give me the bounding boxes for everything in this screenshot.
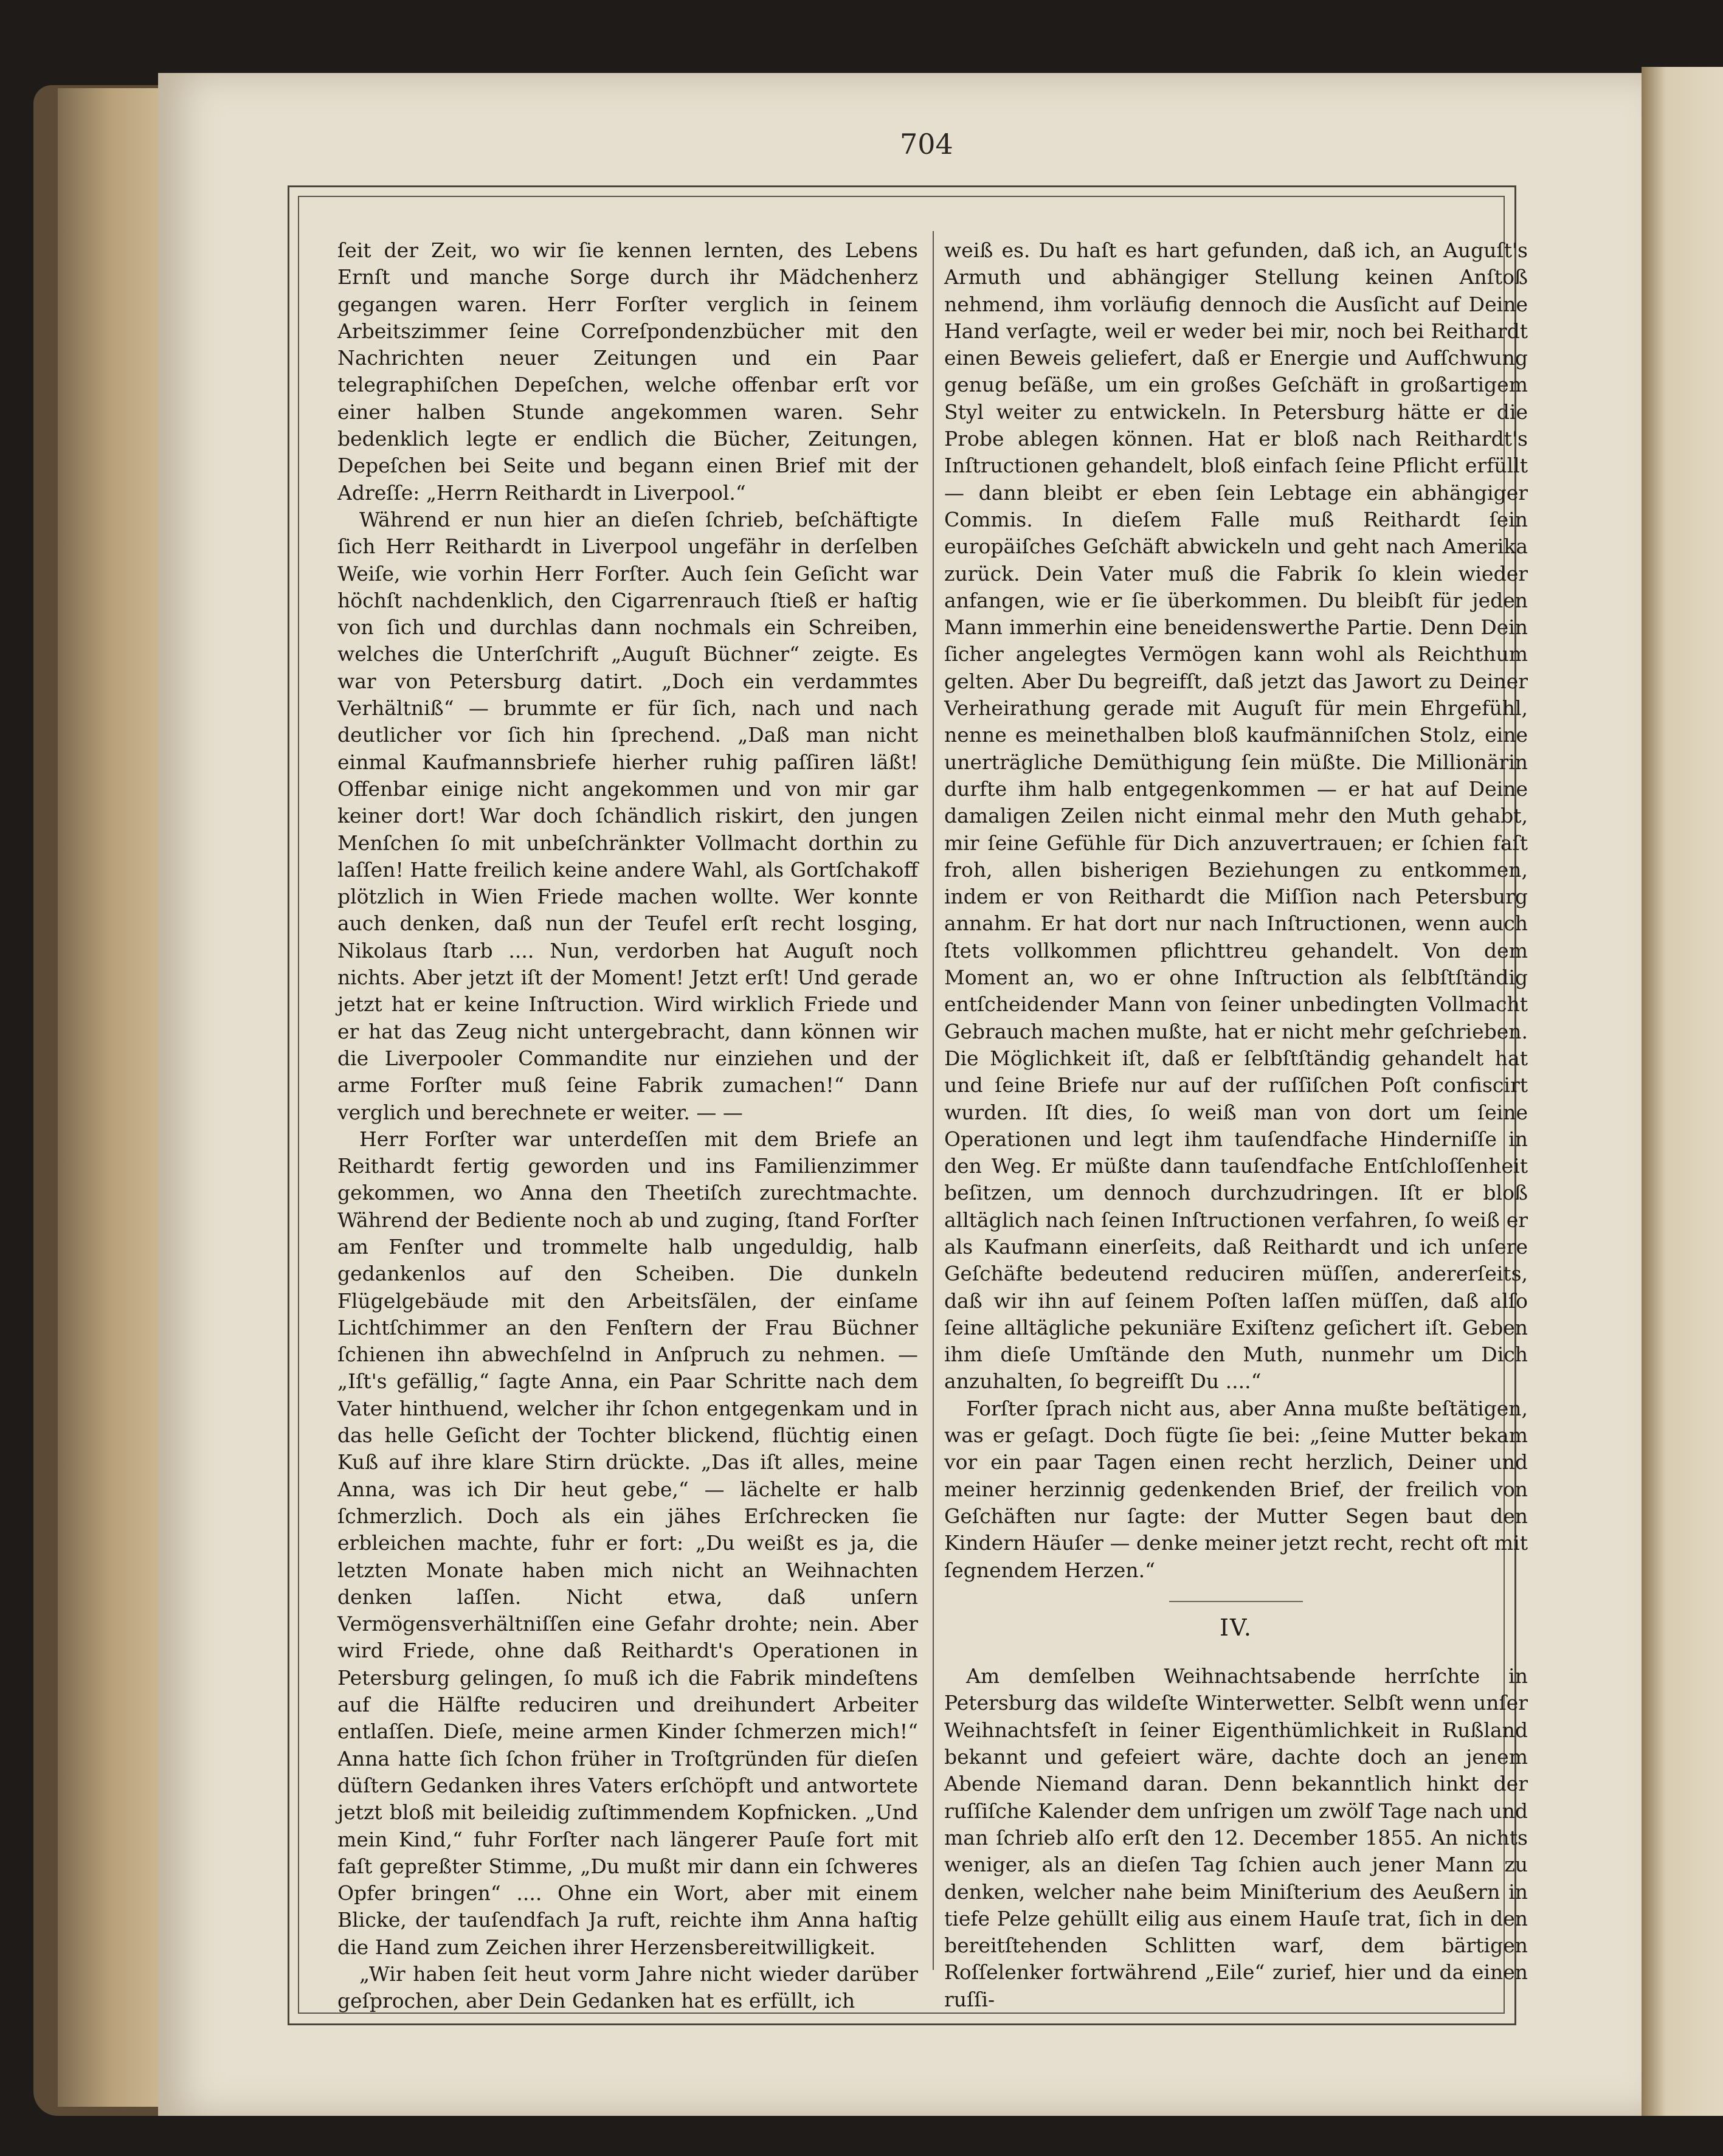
page-number: 704 (900, 128, 953, 161)
paragraph: Am demſelben Weihnachtsabende herrſchte in Petersburg das wildeſte Winterwetter. Selbſt wenn unſer Weihnachtsfeſt in ſeiner Eigenthümlichkeit in Rußland bekannt und gefeiert wäre, dachte doch an jenem Abende Niemand daran. Denn bekanntlich hinkt der ruſſiſche Kalender dem unſrigen um zwölf Tage nach und man ſchrieb alſo erſt den 12. December 1855. An nichts weniger, als an dieſen Tag ſchien auch jener Mann zu denken, welcher nahe beim Miniſterium des Aeußern in tiefe Pelze gehüllt eilig aus einem Hauſe trat, ſich in den bereitſtehenden Schlitten warf, dem bärtigen Roſſelenker fortwährend „Eile“ zurief, hier und da einen ruſſi- (944, 1664, 1528, 2011)
column-divider (933, 231, 934, 1970)
left-column (337, 237, 918, 2013)
paragraph: weiß es. Du haſt es hart gefunden, daß ich, an Auguſt's Armuth und abhängiger Stellung keinen Anſtoß nehmend, ihm vorläufig dennoch die Ausſicht auf Deine Hand verſagte, weil er weder bei mir, noch bei Reithardt einen Beweis geliefert, daß er Energie und Aufſchwung genug beſäße, um ein großes Geſchäft in großartigem Styl weiter zu entwickeln. In Petersburg hätte er die Probe ablegen können. Hat er bloß nach Reithardt's Inſtructionen gehandelt, bloß einfach ſeine Pflicht erfüllt — dann bleibt er eben ſein Lebtage ein abhängiger Commis. In dieſem Falle muß Reithardt ſein europäiſches Geſchäft abwickeln und geht nach Amerika zurück. Dein Vater muß die Fabrik ſo klein wieder anfangen, wie er ſie überkommen. Du bleibſt für jeden Mann immerhin eine beneidenswerthe Partie. Denn Dein ſicher angelegtes Vermögen kann wohl als Reichthum gelten. Aber Du begreifſt, daß jetzt das Jawort zu Deiner Verheirathung gerade mit Auguſt für mein Ehrgefühl, nenne es meinethalben bloß kaufmänniſchen Stolz, eine unerträgliche Demüthigung ſein müßte. Die Millionärin durfte ihm halb entgegenkommen — er hat auf Deine damaligen Zeilen nicht einmal mehr den Muth gehabt, mir ſeine Gefühle für Dich anzuvertrauen; er ſchien faſt froh, allen bisherigen Beziehungen zu entkommen, indem er von Reithardt die Miſſion nach Petersburg annahm. Er hat dort nur nach Inſtructionen, wenn auch ſtets vollkommen pflichttreu gehandelt. Von dem Moment an, wo er ohne Inſtruction als ſelbſtſtändig entſcheidender Mann von ſeiner unbedingten Vollmacht Gebrauch machen mußte, hat er nicht mehr geſchrieben. Die Möglichkeit iſt, daß er ſelbſtſtändig gehandelt hat und ſeine Briefe nur auf der ruſſiſchen Poſt confiscirt wurden. Iſt dies, ſo weiß man von dort um ſeine Operationen und legt ihm tauſendfache Hinderniſſe in den Weg. Er müßte dann tauſendfache Entſchloſſenheit beſitzen, um dennoch durchzudringen. Iſt er bloß alltäglich nach ſeinen Inſtructionen verfahren, ſo weiß er als Kaufmann einerſeits, daß Reithardt und ich unſere Geſchäfte bedeutend reduciren müſſen, andererſeits, daß wir ihn auf ſeinem Poſten laſſen müſſen, daß alſo ſeine alltägliche pekuniäre Exiſtenz geſichert iſt. Geben ihm dieſe Umſtände den Muth, nunmehr um Dich anzuhalten, ſo begreifſt Du ....“ (944, 238, 1528, 1394)
right-column (944, 237, 1528, 2011)
section-heading: IV. (1220, 1614, 1252, 1641)
paragraph: „Wir haben ſeit heut vorm Jahre nicht wieder darüber geſprochen, aber Dein Gedanken hat es erfüllt, ich (337, 1962, 918, 2013)
paragraph: ſeit der Zeit, wo wir ſie kennen lernten, des Lebens Ernſt und manche Sorge durch ihr Mädchenherz gegangen waren. Herr Forſter verglich in ſeinem Arbeitszimmer ſeine Correſpondenzbücher mit den Nachrichten neuer Zeitungen und ein Paar telegraphiſchen Depeſchen, welche offenbar erſt vor einer halben Stunde angekommen waren. Sehr bedenklich legte er endlich die Bücher, Zeitungen, Depeſchen bei Seite und begann einen Brief mit der Adreſſe: „Herrn Reithardt in Liverpool.“ (337, 238, 918, 505)
paragraph: Während er nun hier an dieſen ſchrieb, beſchäftigte ſich Herr Reithardt in Liverpool ungefähr in derſelben Weiſe, wie vorhin Herr Forſter. Auch ſein Geſicht war höchſt nachdenklich, den Cigarrenrauch ſtieß er haſtig von ſich und durchlas dann nochmals ein Schreiben, welches die Unterſchrift „Auguſt Büchner“ zeigte. Es war von Petersburg datirt. „Doch ein verdammtes Verhältniß“ — brummte er für ſich, nach und nach deutlicher vor ſich hin ſprechend. „Daß man nicht einmal Kaufmannsbriefe hierher ruhig paſſiren läßt! Offenbar einige nicht angekommen und von mir gar keiner dort! War doch ſchändlich riskirt, den jungen Menſchen ſo mit unbeſchränkter Vollmacht dorthin zu laſſen! Hatte freilich keine andere Wahl, als Gortſchakoff plötzlich in Wien Friede machen wollte. Wer konnte auch denken, daß nun der Teufel erſt recht losging, Nikolaus ſtarb .... Nun, verdorben hat Auguſt noch nichts. Aber jetzt iſt der Moment! Jetzt erſt! Und gerade jetzt hat er keine Inſtruction. Wird wirklich Friede und er hat das Zeug nicht untergebracht, dann können wir die Liverpooler Commandite nur einziehen und der arme Forſter muß ſeine Fabrik zumachen!“ Dann verglich und berechnete er weiter. — — (337, 507, 918, 1124)
paragraph: Forſter ſprach nicht aus, aber Anna mußte beſtätigen, was er geſagt. Doch fügte ſie bei: „ſeine Mutter bekam vor ein paar Tagen einen recht herzlich, Deiner und meiner herzinnig gedenkenden Brief, der freilich von Geſchäften nur ſagte: der Mutter Segen baut den Kindern Häuſer — denke meiner jetzt recht, recht oft mit ſegnendem Herzen.“ (944, 1396, 1528, 1582)
section-rule (1169, 1601, 1303, 1602)
paragraph: Herr Forſter war unterdeſſen mit dem Briefe an Reithardt fertig geworden und ins Familienzimmer gekommen, wo Anna den Theetiſch zurechtmachte. Während der Bediente noch ab und zuging, ſtand Forſter am Fenſter und trommelte halb ungeduldig, halb gedankenlos auf den Scheiben. Die dunkeln Flügelgebäude mit den Arbeitsſälen, der einſame Lichtſchimmer an den Fenſtern der Frau Büchner ſchienen ihn abwechſelnd in Anſpruch zu nehmen. — „Iſt's gefällig,“ ſagte Anna, ein Paar Schritte nach dem Vater hinthuend, welcher ihr ſchon entgegenkam und in das helle Geſicht der Tochter blickend, flüchtig einen Kuß auf ihre klare Stirn drückte. „Das iſt alles, meine Anna, was ich Dir heut gebe,“ — lächelte er halb ſchmerzlich. Doch als ein jähes Erſchrecken ſie erbleichen machte, fuhr er fort: „Du weißt es ja, die letzten Monate haben mich nicht an Weihnachten denken laſſen. Nicht etwa, daß unſern Vermögensverhältniſſen eine Gefahr drohte; nein. Aber wird Friede, ohne daß Reithardt's Operationen in Petersburg gelingen, ſo muß ich die Fabrik mindeſtens auf die Hälfte reduciren und dreihundert Arbeiter entlaſſen. Dieſe, meine armen Kinder ſchmerzen mich!“ Anna hatte ſich ſchon früher in Troſtgründen für dieſen düſtern Gedanken ihres Vaters erſchöpft und antwortete jetzt bloß mit beileidig zuſtimmendem Kopfnicken. „Und mein Kind,“ fuhr Forſter nach längerer Pauſe fort mit faſt gepreßter Stimme, „Du mußt mir dann ein ſchweres Opfer bringen“ .... Ohne ein Wort, aber mit einem Blicke, der tauſendfach Ja ruft, reichte ihm Anna haſtig die Hand zum Zeichen ihrer Herzensbereitwilligkeit. (337, 1127, 918, 1959)
facing-page-edge (1642, 67, 1723, 2116)
